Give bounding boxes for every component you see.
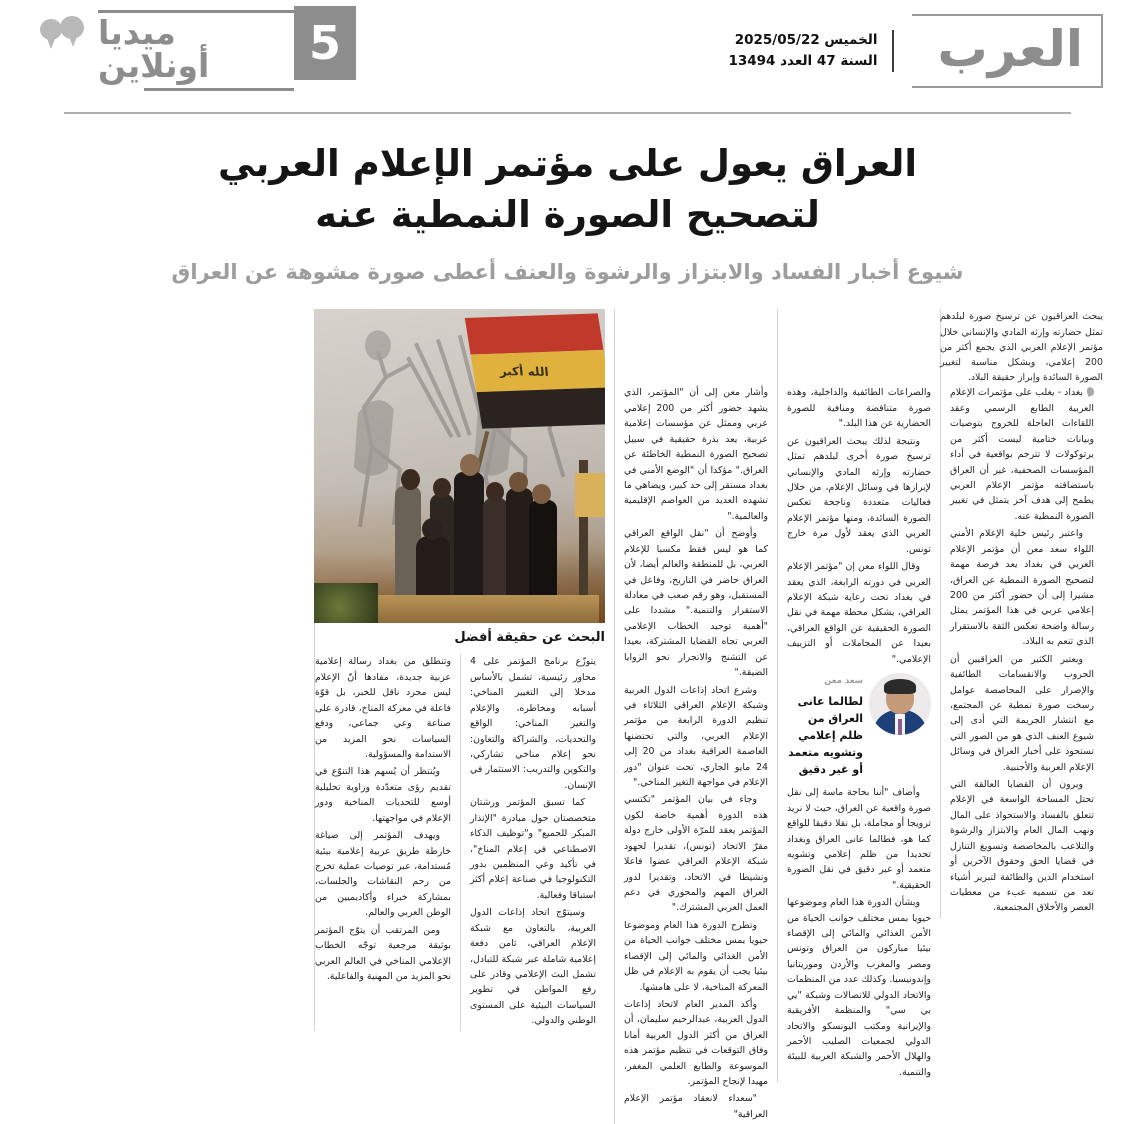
headline-block [58,138,1077,287]
column-2-para-4: وأضاف "أننا بحاجة ماسة إلى نقل صورة واقعية عن العراق، حيث لا نريد ترويجا أو مجاملة، بل نقلا دقيقا للواقع كما هو، فطالما عانى العراق وبغداد تحديدا من ظلم إعلامي وتشويه متعمد أو غير دقيق في نقل الصورة الحقيقية." [787,787,931,891]
column-4-para-1: يتوزّع برنامج المؤتمر على 4 محاور رئيسية، تشمل بالأساس مدخلا إلى التغيير المناخي: أسبابه ومخاطره، والإعلام والتغير المناخي: الواقع والتحديات، والشراكة والتعاون: نحو إعلام مناخي تشاركي، والتكوين والتدريب: الاستثمار في الإنسان. [470,656,596,791]
crowd-group [314,435,605,598]
column-4-para-2: كما تسبق المؤتمر ورشتان متخصصتان حول مبادرة "الإنذار المبكر للجميع" و"توظيف الذكاء الاصطناعي في إعلام المناخ"، في تأكيد وعي المنظمين بدور التكنولوجيا في صناعة إعلام أكثر استباقا وفعالية. [470,797,596,901]
column-1-para-2: واعتبر رئيس خلية الإعلام الأمني اللواء سعد معن أن مؤتمر الإعلام العربي في بغداد يعد فرصة مهمة لتصحيح الصورة النمطية عن العراق، مشيرا إلى أن حضور أكثر من 200 إعلامي عربي في هذا المؤتمر يمثل رسالة واضحة تعكس الثقة بالاستقرار الذي تنعم به البلاد. [950,528,1094,648]
flag-band-red [465,314,604,355]
masthead-brand-group [728,0,1103,88]
issue-number: السنة 47 العدد 13494 [728,53,878,69]
lede-spacer [624,309,768,385]
body-column-4 [460,654,605,1030]
person-figure [454,472,484,598]
article-headline [58,138,1077,240]
body-column-5 [315,654,460,1030]
person-head [486,482,504,502]
column-2-para-3: وقال اللواء معن إن "مؤتمر الإعلام العربي في دورته الرابعة، الذي يعقد في بغداد تحت رعاية شبكة الإعلام العراقي، يشكل محطة مهمة في نقل الصورة الحقيقية عن الواقع العراقي، بعيدا عن المجاملات أو التزييف الإعلامي." [787,561,931,665]
column-grid [32,309,1103,1124]
dateline-marker-icon [1086,387,1095,398]
headline-line-1: العراق يعول على مؤتمر الإعلام العربي [217,142,918,185]
avatar [869,673,931,735]
avatar-tie [898,719,903,735]
pullquote-attribution: سعد معن [824,676,863,687]
column-3-para-2: وأوضح أن "نقل الواقع العراقي كما هو ليس فقط مكسبا للإعلام العربي، بل للمنطقة والعالم أيضا، لأن العراق حاضر في التاريخ، وفاعل في المستقبل، وهو رقم صعب في معادلة الاستقرار والتنمية." مشددا على "أهمية توحيد الخطاب الإعلامي العربي تجاه القضايا المشتركة، بعيدا عن التشنج والانجرار نحو الزوايا الضيقة." [624,528,768,679]
pullquote-block [787,673,931,778]
iraqi-flag [465,314,605,429]
column-1-para-4: ويرون أن القضايا العالقة التي تحتل المساحة الواسعة في الإعلام تتعلق بالفساد والاستحواذ على المال ونهب المال العام والابتزاز والرشوة والتلاعب بالمخاصصة وتسويغ التنازل في قضايا الحق وحقوق الآخرين أو استخدام الدين والطائفة لتبرير أشياء تعد من تسميه عبء من معطيات العصر والأخلاق المجتمعية. [950,779,1094,914]
article-photo [314,309,605,623]
masthead [32,0,1103,112]
section-title-line2: أونلاين [98,46,210,85]
column-5-para-1: وتنطلق من بغداد رسالة إعلامية عربية جديدة، مفادها أنّ الإعلام ليس مجرد ناقل للخبر، بل قوّة فاعلة في معركة المناخ، قادرة على صناعة وعي جماعي، ودفع السياسات نحو المزيد من الاستدامة والمسؤولية. [315,656,451,761]
column-5-para-3: ويهدف المؤتمر إلى صياغة خارطة طريق عربية إعلامية بيئية مُستدامة، عبر توصيات عملية تخرج من رحم النقاشات والجلسات، بمشاركة خبراء وأكاديميين من الوطن العربي والعالم. [315,830,451,919]
masthead-divider [64,112,1071,114]
page-number-badge: 5 [294,6,356,80]
column-3-para-3: وشرع اتحاد إذاعات الدول العربية وشبكة الإعلام العراقي الثلاثاء في تنظيم الدورة الرابعة من مؤتمر الإعلام العربي، والتي تحتضنها العاصمة العراقية بغداد من 20 إلى 24 مايو الجاري، تحت عنوان "دور الإعلام في مواجهة التغير المناخي." [624,684,768,789]
article-subheadline: شيوع أخبار الفساد والابتزاز والرشوة والعنف أعطى صورة مشوهة عن العراق [171,260,964,285]
photo-column [314,309,614,1030]
dateline-paragraph [950,385,1094,524]
section-title-block[interactable] [98,6,294,91]
article-lede: يبحث العراقيون عن ترسيخ صورة لبلدهم تمثل حضارته وإرثه المادي والإنساني خلال مؤتمر الإعلام العربي الذي يجمع أكثر من 200 إعلامي، ويشكل مناسبة لتغيير الصورة السائدة وإبراز حقيقة البلاد. [940,311,1103,384]
foliage [314,583,378,624]
person-figure [529,500,557,598]
body-column-1 [940,309,1103,917]
column-1-para-1: بغداد - يغلب على مؤتمرات الإعلام العربية الطابع الرسمي وعقد اللقاءات العاجلة للخروج بتوصيات وبيانات ختامية ليست أكثر من برتوكولات لا تترجم بواقعية في أداء المؤسسات الصحفية، غير أن العراق باستضافته مؤتمر الإعلام العربي يطمح إلى هدف آخر يتمثل في تغيير الصورة النمطية عنه. [950,387,1094,522]
body-column-2 [777,309,940,1082]
column-2-para-5: وبشأن الدورة هذا العام وموضوعها حيويا بمس مختلف جوانب الحياة من الأمن الغذائي والمائي إلى الإقصاء بيئيا مباركون من العراق وتونس ومصر والمغرب والأردن وموريتانيا وإندونيسيا. وكذلك عدد من المنظمات والاتحاد الدولي للاتصالات وشبكة "يي بي سي" والمنظمة الأفريقية والإيرانية ومكتب اليونسكو والاتحاد الدولي لجمعيات الصليب الأحمر والهلال الأحمر والشبكة العربية للبيئة والتنمية. [787,897,931,1078]
issue-meta [728,30,893,72]
lede-spacer [787,309,931,385]
column-2-para-1: والصراعات الطائفية والداخلية، وهذه صورة متناقضة ومنافية للصورة الحضارية عن هذا البلد." [787,387,931,430]
column-3-para-7: "سعداء لانعقاد مؤتمر الإعلام العراقية" [624,1093,768,1120]
pullquote-text: لطالما عانى العراق من ظلم إعلامي وتشويه متعمد أو غير دقيق [788,695,863,777]
masthead-section-group [32,0,382,91]
column-3-para-5: وتطرح الدورة هذا العام وموضوعا حيويا يمس مختلف جوانب الحياة من الأمن الغذائي والمائي إلى الإقصاء بيئيا يجب أن يقوم به الإعلام في ظل المعركة المناخية، لا على هامشها. [624,919,768,993]
headline-line-2: لتصحيح الصورة النمطية عنه [315,193,820,237]
concrete-ledge [366,595,599,623]
column-5-para-2: ويُنتظر أن يُسهم هذا التنوّع في تقديم رؤى متعدّدة وزاوية تحليلية أوسع للتحديات المناخية ودور الإعلام في مواجهتها. [315,766,451,824]
bubble-tail-b [46,36,56,49]
newspaper-logo-text: العرب [937,20,1083,78]
column-3-para-4: وجاء في بيان المؤتمر "تكتسي هذه الدورة أهمية خاصة لكون المؤتمر يعقد للمرّة الأولى خارج دولة مقرّ الاتحاد (تونس)، تقديرا لجهود شبكة الإعلام العراقي عضوا فاعلا ونشيطا في الاتحاد، وتقديرا لدور العراق المهم والمحوري في دعم العمل العربي المشترك." [624,794,768,914]
section-title-line1: ميديا [98,13,176,52]
person-head [460,454,480,476]
column-5-para-4: ومن المرتقب أن يتوّج المؤتمر بوثيقة مرجعية توجّه الخطاب الإعلامي المناخي في العالم العربي نحو المزيد من المهنية والفاعلية. [315,924,451,982]
yellow-sign [575,473,605,517]
newspaper-logo[interactable] [912,14,1103,88]
avatar-hair [884,679,916,694]
seated-person-figure [416,536,450,598]
article-body [32,309,1103,1124]
section-rule-bottom [144,88,294,91]
column-3-para-6: وأكد المدير العام لاتحاد إذاعات الدول العربية، عبدالرحيم سليمان، أن العراق من أكثر الدول العربية أمانا وفاق التوقعات في تنظيم مؤتمر هذه الموسوعة والطابع العلمي المغفر، مهيدا لإنجاح المؤتمر. [624,998,768,1088]
column-4-para-3: وسيتوّج اتحاد إذاعات الدول العربية، بالتعاون مع شبكة الإعلام العراقي، ثامن دفعة إعلامية شاملة عبر شبكة للتبادل، تشمل البث الإعلامي وقادر على رفع المواطن في تطوير السياسات البيئية على المستوى الوطني والدولي. [470,907,596,1027]
flag-inscription: الله أكبر [499,364,550,380]
person-figure [483,498,508,598]
bubble-tail-a [68,34,78,47]
pullquote-text-side [787,673,863,778]
column-2-para-2: ونتيجة لذلك يبحث العراقيون عن ترسيخ صورة أخرى لبلدهم تمثل حضارته وإرثه المادي والإنساني لإبرازها في وسائل الإعلام، من خلال فعاليات متعددة وناجحة تعكس الصورة السائدة، ومنها مؤتمر الإعلام العربي الذي يعقد لأول مرة خارج تونس. [787,435,931,555]
body-column-3 [614,309,777,1124]
issue-date: الخميس 2025/05/22 [734,32,878,49]
speech-bubbles-icon [32,16,84,56]
seated-person-head [422,518,443,540]
lower-column-grid [315,654,605,1030]
photo-caption: البحث عن حقيقة أفضل [454,630,605,646]
column-1-para-3: ويعتبر الكثير من العراقيين أن الحروب والانقسامات الطائفية والإصرار على المحاصصة عوامل رسخت صورة نمطية عن المجتمع، مع انتشار الجريمة التي أدى إلى شيوع العنف الذي هو من الصور التي تستحوذ على أخبار العراق في وسائل الإعلام العربية والأجنبية. [950,653,1094,773]
column-3-para-1: وأشار معن إلى أن "المؤتمر، الذي يشهد حضور أكثر من 200 إعلامي عربي وممثل عن مؤسسات إعلامية عربية، يعد بذرة حقيقية في سبيل تصحيح الصورة النمطية الخاطئة عن العراق." مؤكدا أن "الوضع الأمني في بغداد مستقر إلى حد كبير، ويضاهي ما تشهده العديد من العواصم الإقليمية والعالمية." [624,387,768,522]
flag-band-black [476,387,605,428]
